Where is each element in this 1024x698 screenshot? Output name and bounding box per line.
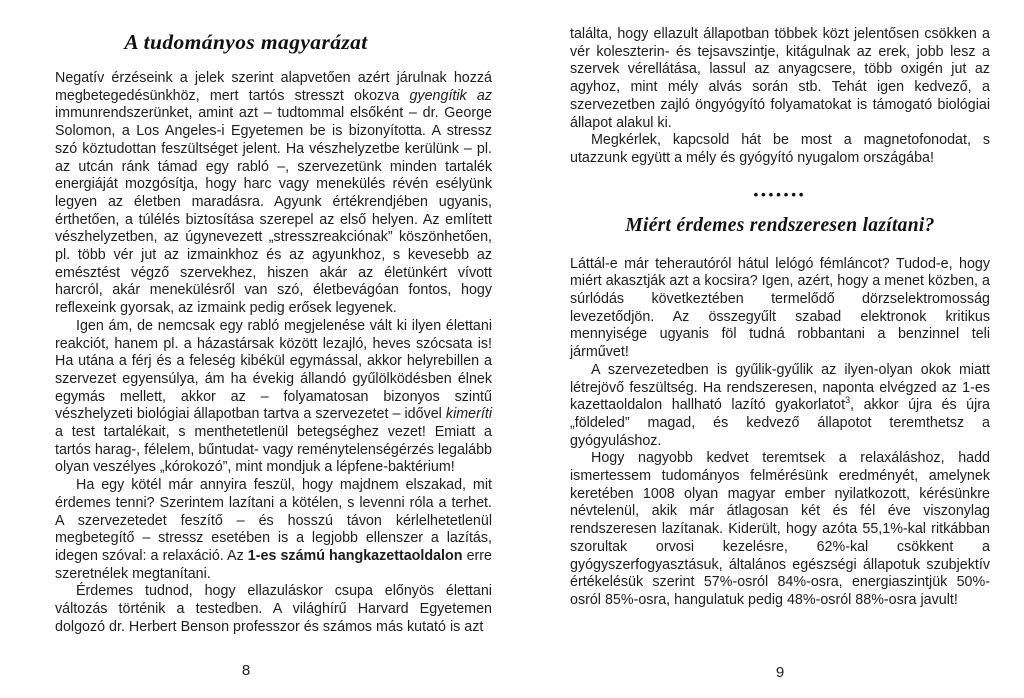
page-number-left: 8	[241, 662, 251, 679]
paragraph: Hogy nagyobb kedvet teremtsek a relaxáláshoz, hadd ismertessem tudományos felmérésünk eredményét, amelynek keretében 1008 olyan magyar ember nyilatkozott, kérésünkre névtelenül, akik már átlagosan két és fél éve viszonylag rendszeresen lazítanak. Kiderült, hogy azóta 55,1%-kal ritkábban szorultak orvosi kezelésre, 62%-kal csökkent a gyógyszerfogyasztásuk, általános egészségi állapotuk szubjektív értékelésük szerint 57%-osról 84%-osra, energiaszintjük 50%-osról 85%-osra, hangulatuk pedig 48%-osról 88%-osra javult!	[570, 450, 990, 608]
paragraph: A szervezetedben is gyűlik-gyűlik az ilyen-olyan okok miatt létrejövő feszültség. Ha rendszeresen, naponta elvégzed az 1-es kazettaoldalon hallható lazító gyakorlatot$^3$, akkor újra és újra „földeled” magad, és kedvező állapotot teremthetsz a gyógyuláshoz.	[570, 361, 990, 449]
paragraph: Láttál-e már teherautóról hátul lelógó fémláncot? Tudod-e, hogy miért akasztják azt a kocsira? Igen, azért, hogy a menet közben, a súrlódás következtében termelődő dörzselektromosság levezetődjön. Az összegyűlt szabad elektronok kritikus mennyisége ugyanis föl tudná robbantani a benzinnel teli járművet!	[570, 255, 990, 361]
page-right	[570, 0, 990, 610]
section-heading: Miért érdemes rendszeresen lazítani?	[625, 214, 935, 236]
paragraph: Ha egy kötél már annyira feszül, hogy majdnem elszakad, mit érdemes tenni? Szerintem lazítani a kötélen, s levenni róla a terhet. A szervezetedet feszítő – és hosszú távon kérlelhetetlenül megbetegítő – stressz esetében is a legjobb ellenszer a lazítás, idegen szóval: a relaxáció. Az 1-es számú hangkazettaoldalon erre szeretnélek megtanítani.	[55, 477, 492, 582]
chapter-title: A tudományos magyarázat	[124, 30, 368, 54]
section-separator-dots: •••••••	[753, 186, 807, 202]
paragraph: Megkérlek, kapcsold hát be most a magnetofonodat, s utazzunk együtt a mély és gyógyító nyugalom országába!	[570, 132, 990, 166]
paragraph: Érdemes tudnod, hogy ellazuláskor csupa előnyös élettani változás történik a testedben. A világhírű Harvard Egyetemen dolgozó dr. Herbert Benson professzor és számos más kutató is azt	[55, 583, 492, 635]
paragraph: Igen ám, de nemcsak egy rabló megjelenése vált ki ilyen élettani reakciót, hanem pl. a házastársak között lezajló, heves szócsata is! Ha utána a férj és a feleség kibékül egymással, akkor helyrebillen a szervezet egyensúlya, ám ha évekig állandó gyűlölködésben élnek egymás mellett, akkor az – folyamatosan bizonyos szintű vészhelyzeti biológiai állapotban tartva a szervezetet – idővel kimeríti a test tartalékait, s menthetetlenül betegséghez vezet! Emiatt a tartós harag-, félelem, bűntudat- vagy reménytelenségérzés legalább olyan veszélyes „kórokozó”, mint mondjuk a lépfene-baktérium!	[55, 317, 492, 476]
paragraph: találta, hogy ellazult állapotban többek közt jelentősen csökken a vér koleszterin- és tejsavszintje, kitágulnak az erek, jobb lesz a szervek vérellátása, lassul az anyagcsere, több oxigén jut az agyhoz, mint mély alvás során stb. Tehát igen kedvező, a szervezetben zajló öngyógyító folyamatokat is támogató biológiai állapot alakul ki.	[570, 26, 990, 131]
paragraph: Negatív érzéseink a jelek szerint alapvetően azért járulnak hozzá megbetegedésünkhöz, mert tartós stresszt okozva gyengítik az immunrendszerünket, amint azt – tudtommal elsőként – dr. George Solomon, a Los Angeles-i Egyetemen be is bizonyította. A stressz szó köztudottan feszültséget jelent. Ha vészhelyzetbe kerülünk – pl. az utcán ránk támad egy rabló –, szervezetünk minden tartalék energiáját mozgósítja, hogy harc vagy menekülés révén esélyünk legyen az életben maradásra. Agyunk értékrendjében ugyanis, érthetően, a túlélés biztosítása szerepel az első helyen. Az említett vészhelyzetben, az úgynevezett „stresszreakciónak” köszönhetően, pl. több vér jut az izmainkhoz és az agyunkhoz, s kevesebb az emésztést végző szervekhez, hiszen akár az életünkért vívott harcról, akár menekülésről van szó, életbevágóan fontos, hogy reflexeink gyorsak, az izmaink pedig erősek legyenek.	[55, 70, 492, 317]
chapter-title-wrap	[0, 30, 492, 55]
right-text-column	[570, 26, 990, 610]
page-left	[55, 0, 492, 637]
left-text-column	[55, 70, 492, 637]
page-number-right: 9	[775, 664, 785, 681]
